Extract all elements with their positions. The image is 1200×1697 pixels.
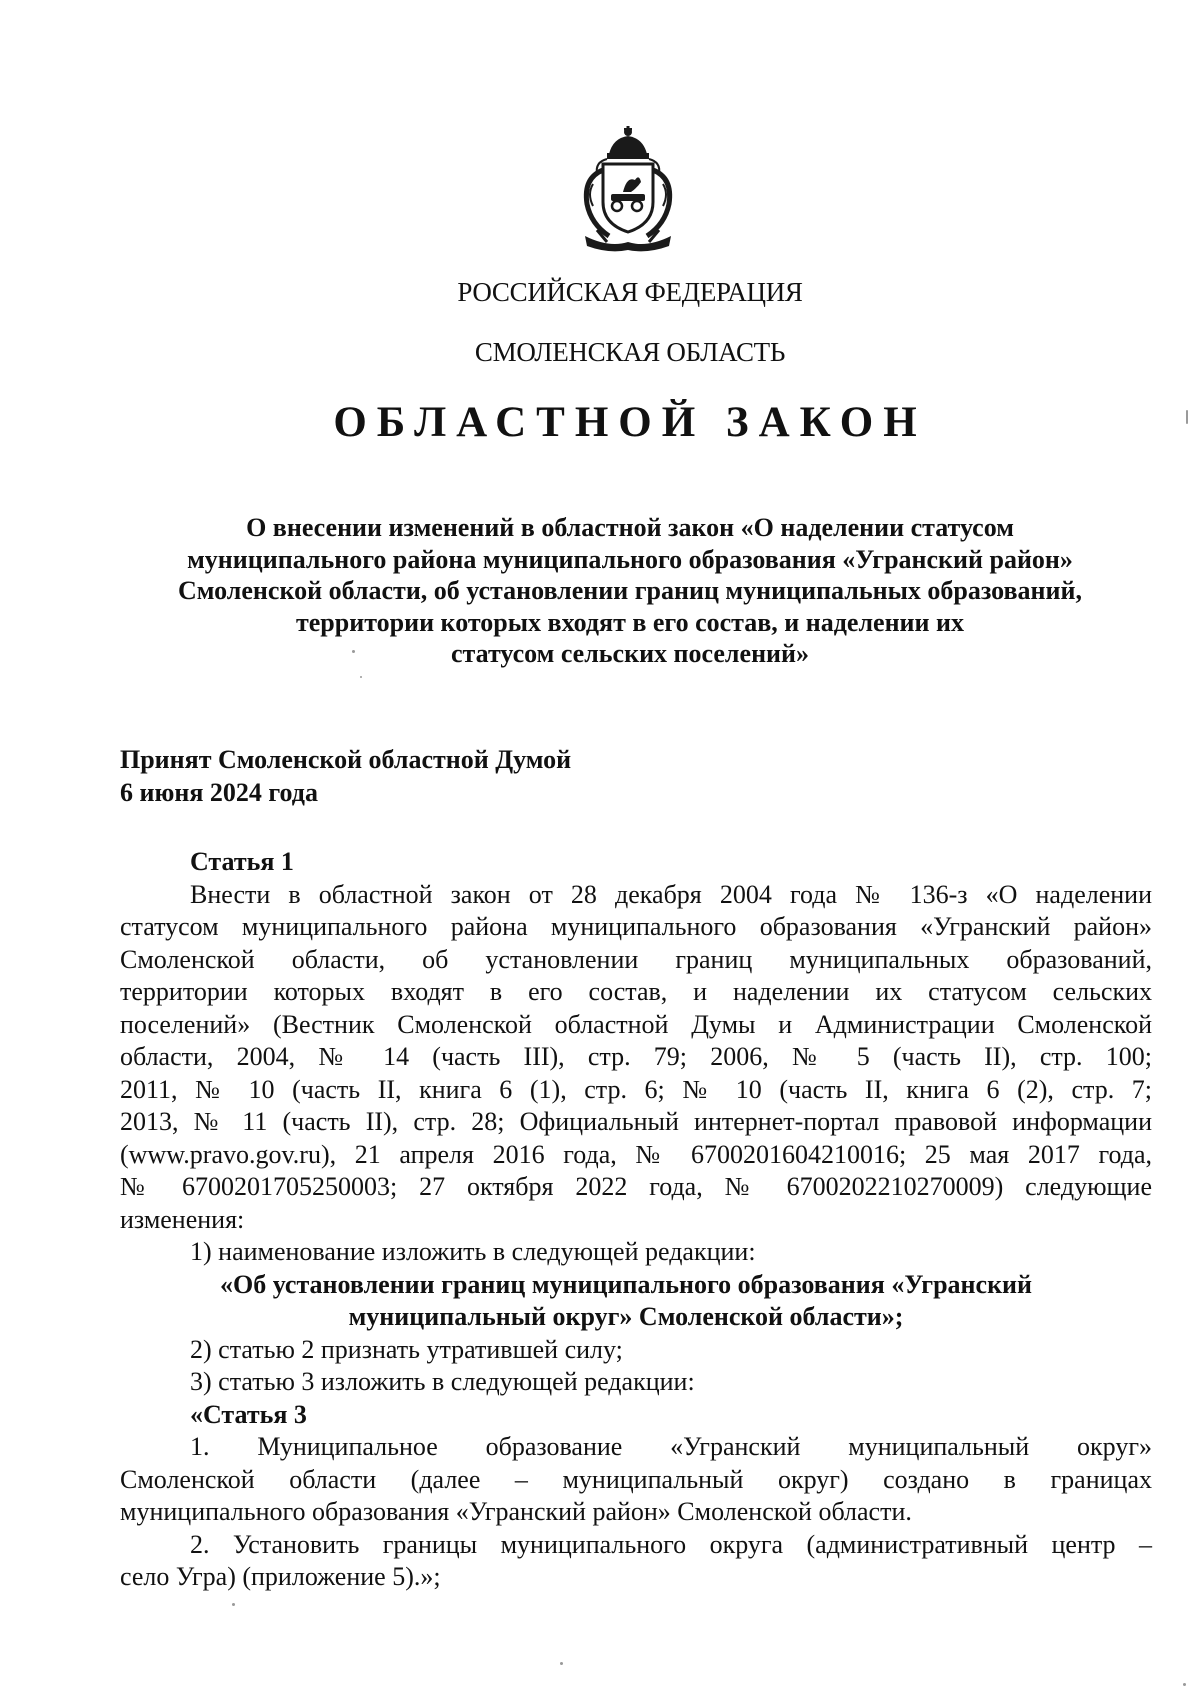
scan-speck (560, 1662, 563, 1665)
adopted-by: Принят Смоленской областной Думой (120, 745, 572, 774)
amendment-item-3: 3) статью 3 изложить в следующей редакции: (190, 1367, 695, 1396)
new-title-line: муниципальный округ» Смоленской области»; (348, 1302, 904, 1331)
new-title-line: «Об установлении границ муниципального образования «Угранский (219, 1269, 1033, 1299)
subject-line: статусом сельских поселений» (450, 639, 810, 668)
subject-line: территории которых входят в его состав, и наделении их (296, 607, 964, 637)
document-type-title: ОБЛАСТНОЙ ЗАКОН (333, 399, 927, 446)
article-1 (120, 846, 1152, 1594)
paragraph-line: поселений» (Вестник Смоленской областной Думы и Администрации Смоленской (120, 1009, 1152, 1039)
law-subject-title (120, 512, 1140, 670)
coat-of-arms-icon (569, 124, 687, 256)
point-1-line: 1. Муниципальное образование «Угранский муниципальный округ» (190, 1432, 1152, 1461)
paragraph-line: Смоленской области, об установлении границ муниципальных образований, (120, 944, 1152, 974)
new-law-title (120, 1269, 1152, 1334)
paragraph-line: Внести в областной закон от 28 декабря 2004 года № 136-з «О наделении (190, 879, 1152, 909)
paragraph-line: территории которых входят в его состав, и наделении их статусом сельских (120, 977, 1152, 1006)
scan-speck (232, 1603, 235, 1606)
paragraph-line: области, 2004, № 14 (часть III), стр. 79; 2006, № 5 (часть II), стр. 100; (120, 1042, 1152, 1071)
scan-speck (1183, 1683, 1186, 1686)
scan-speck (352, 650, 355, 653)
point-1-line: муниципального образования «Угранский район» Смоленской области. (120, 1497, 912, 1526)
paragraph-line: 2011, № 10 (часть II, книга 6 (1), стр. 6; № 10 (часть II, книга 6 (2), стр. 7; (120, 1074, 1152, 1104)
paragraph-line: статусом муниципального района муниципального образования «Угранский район» (120, 912, 1152, 941)
point-1-line: Смоленской области (далее – муниципальный округ) создано в границах (120, 1464, 1152, 1494)
country-name: РОССИЙСКАЯ ФЕДЕРАЦИЯ (457, 277, 803, 307)
subject-line: О внесении изменений в областной закон «О наделении статусом (246, 513, 1014, 542)
adoption-block (120, 743, 571, 809)
amendment-item-1: 1) наименование изложить в следующей редакции: (190, 1237, 756, 1266)
paragraph-line: изменения: (120, 1204, 245, 1234)
new-article-3-heading: «Статья 3 (190, 1399, 307, 1429)
article-1-heading: Статья 1 (190, 847, 294, 876)
point-2-line: село Угра) (приложение 5).»; (120, 1562, 441, 1591)
paragraph-line: № 6700201705250003; 27 октября 2022 года, № 6700202210270009) следующие (120, 1172, 1152, 1201)
point-2-line: 2. Установить границы муниципального округа (административный центр – (190, 1529, 1152, 1559)
scan-speck (360, 676, 362, 678)
subject-line: муниципального района муниципального образования «Угранский район» (187, 544, 1073, 574)
scan-speck (1186, 410, 1188, 424)
paragraph-line: (www.pravo.gov.ru), 21 апреля 2016 года, № 6700201604210016; 25 мая 2017 года, (120, 1139, 1152, 1169)
adoption-date: 6 июня 2024 года (120, 778, 318, 807)
region-name: СМОЛЕНСКАЯ ОБЛАСТЬ (474, 337, 786, 367)
amendment-item-2: 2) статью 2 признать утратившей силу; (190, 1334, 623, 1364)
paragraph-line: 2013, № 11 (часть II), стр. 28; Официальный интернет-портал правовой информации (120, 1107, 1152, 1136)
subject-line: Смоленской области, об установлении границ муниципальных образований, (178, 576, 1082, 605)
